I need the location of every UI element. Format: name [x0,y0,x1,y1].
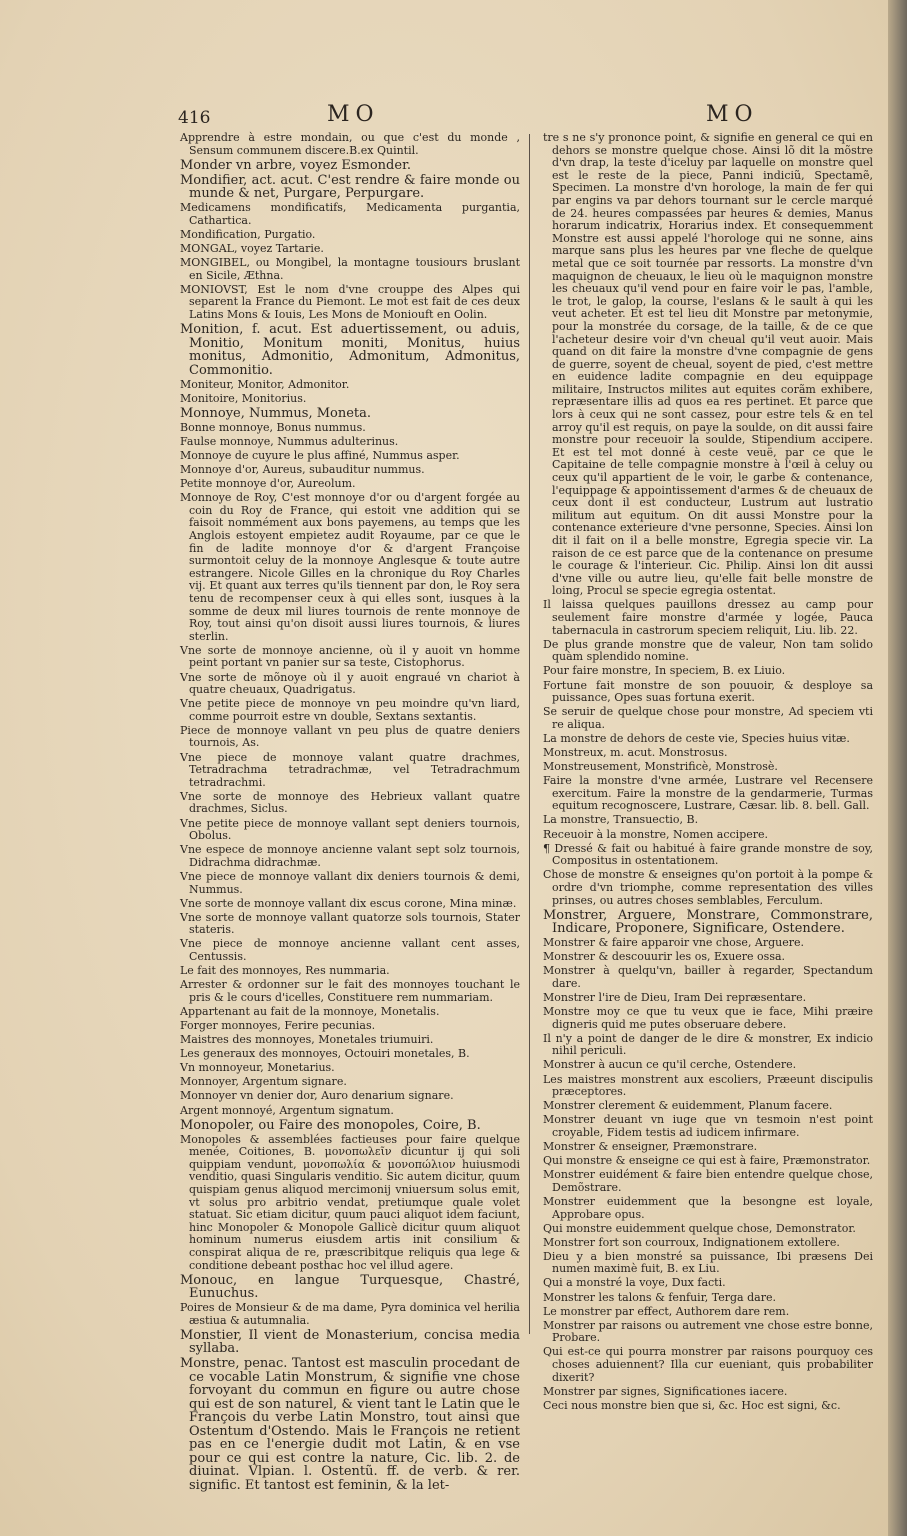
dictionary-entry: Monstreux, m. acut. Monstrosus. [543,746,728,759]
dictionary-entry: Faire la monstre d'vne armée, Lustrare vel Recensere exercitum. Faire la monstre de la gendarmerie, Turmas equitum recognoscere, Lustrare, Cæsar. lib. 8. bell. Gall. [543,774,873,813]
dictionary-entry: Maistres des monnoyes, Monetales triumuiri. [180,1033,434,1047]
dictionary-entry: Vn monnoyeur, Monetarius. [180,1061,335,1075]
right-column [543,132,873,1414]
dictionary-entry: tre s ne s'y prononce point, & signifie en general ce qui en dehors se monstre quelque chose. Ainsi lõ dit la mõstre d'vn drap, la teste d'iceluy par laquelle on monstre quel est le reste de la piece, Panni indiciũ, Spectamẽ, Specimen. La monstre d'vn horologe, la main de fer qui par engins va par dehors tournant sur le cercle marqué de 24. heures compassées par heures & demies, Manus horarum indicatrix, Horarius index. Et consequemment Monstre est aussi appelé l'horologe qui ne sonne, ains marque sans plus les heures par vne fleche de quelque metal que ce soit tournée par ressorts. La monstre d'vn maquignon de cheuaux, le lieu où le maquignon monstre les cheuaux qu'il vend pour en faire voir le pas, l'amble, le trot, le galop, la course, l'eslans & le sault à qui les veut acheter. Et est tel lieu dit Monstre par metonymie, pour la monstrée du corsage, de la taille, & de ce que l'acheteur desire voir d'vn cheual qu'il veut auoir. Mais quand on dit faire la monstre d'vne compagnie de gens de guerre, soyent de cheual, soyent de pied, c'est mettre en euidence ladite compagnie en deu equippage militaire, Instructos milites aut equites corãm exhibere, repræsentare illis ad quos ea res pertinet. Et parce que lors à ceux qui ne sont cassez, pour estre tels & en tel arroy qu'il est requis, on paye la soulde, on dit aussi faire monstre pour receuoir la soulde, Stipendium accipere. Et est tel mot donné à ceste veuë, par ce que le Capitaine de telle compagnie monstre à l'œil à celuy ou ceux qu'il appartient de le voir, le garbe & contenance, l'equippage & appointissement d'armes & de cheuaux de ceux dont il est conducteur, Lustrum aut lustratio militum aut equitum. On dit aussi Monstre pour la contenance exterieure d'vne personne, Species. Ainsi lon dit il fait on il a belle monstre, Egregia specie vir. La raison de ce est parce que de la contenance on presume le courage & l'interieur. Cic. Philip. Ainsi lon dit aussi d'vne ville ou autre lieu, qu'elle fait belle monstre de loing, Procul se specie egregia ostentat. [543,131,873,598]
dictionary-entry: Vne sorte de monnoye vallant quatorze sols tournois, Stater stateris. [180,910,520,937]
dictionary-entry: Faulse monnoye, Nummus adulterinus. [180,434,399,448]
dictionary-entry: Monstre moy ce que tu veux que ie face, Mihi præire digneris quid me putes obseruare debere. [543,1005,873,1031]
dictionary-entry: Vne petite piece de monnoye vallant sept deniers tournois, Obolus. [180,816,520,843]
dictionary-entry: Monstrer, Arguere, Monstrare, Commonstrare, Indicare, Proponere, Significare, Ostendere. [543,907,873,937]
dictionary-entry: Qui monstre & enseigne ce qui est à faire, Præmonstrator. [543,1154,871,1168]
dictionary-entry: Bonne monnoye, Bonus nummus. [180,420,366,434]
dictionary-entry: Monstrer & descouurir les os, Exuere ossa. [543,950,786,964]
dictionary-entry: Qui est-ce qui pourra monstrer par raisons pourquoy ces choses aduiennent? Illa cur eueniant, quis probabiliter dixerit? [543,1345,873,1384]
dictionary-entry: Petite monnoye d'or, Aureolum. [180,477,356,491]
dictionary-entry: MONGIBEL, ou Mongibel, la montagne tousiours bruslant en Sicile, Æthna. [180,256,520,282]
dictionary-entry: Vne piece de monnoye valant quatre drachmes, Tetradrachma tetradrachmæ, vel Tetradrachmum tetradrachmi. [180,750,520,789]
dictionary-entry: Monition, f. acut. Est aduertissement, ou aduis, Monitio, Monitum moniti, Monitus, huius monitus, Admonitio, Admonitum, Admonitus, Commonitio. [180,322,520,378]
dictionary-entry: Pour faire monstre, In speciem, B. ex Liuio. [543,664,786,678]
dictionary-entry: Monder vn arbre, voyez Esmonder. [180,157,411,173]
dictionary-entry: Vne petite piece de monnoye vn peu moindre qu'vn liard, comme pourroit estre vn double, Sextans sextantis. [180,697,520,723]
dictionary-entry: Monitoire, Monitorius. [180,391,307,405]
dictionary-entry: Monnoye, Nummus, Moneta. [180,405,372,421]
dictionary-entry: MONIOVST, Est le nom d'vne crouppe des Alpes qui separent la France du Piemont. Le mot est fait de ces deux Latins Mons & Iouis, Les Mons de Moniouft en Oolin. [180,282,520,321]
dictionary-entry: Piece de monnoye vallant vn peu plus de quatre deniers tournois, As. [180,723,520,750]
dictionary-entry: Qui monstre euidemment quelque chose, Demonstrator. [543,1221,856,1235]
dictionary-entry: Monnoyer vn denier dor, Auro denarium signare. [180,1089,454,1103]
dictionary-entry: Dieu y a bien monstré sa puissance, Ibi præsens Dei numen maximè fuit, B. ex Liu. [543,1249,873,1276]
dictionary-entry: ¶ Dressé & fait ou habitué à faire grande monstre de soy, Compositus in ostentationem. [543,841,873,868]
page-number: 416 [178,108,211,128]
dictionary-entry: De plus grande monstre que de valeur, Non tam solido quàm splendido nomine. [543,637,873,664]
dictionary-entry: Monopoler, ou Faire des monopoles, Coire, B. [180,1117,481,1133]
dictionary-entry: Moniteur, Monitor, Admonitor. [180,377,350,391]
dictionary-entry: Monstreusement, Monstrificè, Monstrosè. [543,760,778,774]
dictionary-entry: Le monstrer par effect, Authorem dare rem. [543,1304,790,1318]
dictionary-entry: La monstre, Transuectio, B. [543,813,699,827]
dictionary-entry: Monopoles & assemblées factieuses pour faire quelque menée, Coitiones, B. μονοπωλεῖν dicuntur ij qui soli quippiam vendunt, μονοπωλία & μονοπώλιον huiusmodi venditio, quasi Singularis venditio. Sic autem dicitur, quum quispiam genus aliquod mercimonij vniuersum solus emit, vt solus pro arbitrio vendat, pretiumque quale volet statuat. Sic etiam dicitur, quum pauci aliquot idem faciunt, hinc Monopoler & Monopole Gallicè dicitur quum aliquot hominum numerus eiusdem artis init consilium & conspirat aliqua de re, præscribitque reliquis qua lege & conditione debeant posthac hoc vel illud agere. [180,1132,520,1272]
dictionary-entry: Monstrer les talons & fenfuir, Terga dare. [543,1290,776,1304]
dictionary-entry: Monstrer à quelqu'vn, bailler à regarder, Spectandum dare. [543,964,873,990]
dictionary-entry: Monstier, Il vient de Monasterium, concisa media syllaba. [180,1327,520,1357]
dictionary-entry: Vne piece de monnoye vallant dix deniers tournois & demi, Nummus. [180,869,520,896]
dictionary-entry: Monnoyer, Argentum signare. [180,1075,347,1089]
column-divider [529,134,530,1334]
dictionary-entry: Monstre, penac. Tantost est masculin procedant de ce vocable Latin Monstrum, & signifie vne chose forvoyant du commun en figure ou autre chose qui est de son naturel, & vient tant le Latin que le François du verbe Latin Monstro, tout ainsi que Ostentum d'Ostendo. Mais le François ne retient pas en ce l'energie dudit mot Latin, & en vse pour ce qui est contre la nature, Cic. lib. 2. de diuinat. Vlpian. l. Ostentũ. ff. de verb. & rer. signific. Et tantost est feminin, & la let- [180,1356,520,1493]
page-edge [888,0,907,1536]
dictionary-entry: Vne sorte de monnoye des Hebrieux vallant quatre drachmes, Siclus. [180,789,520,816]
dictionary-entry: Monstrer euidément & faire bien entendre quelque chose, Demõstrare. [543,1168,873,1194]
dictionary-entry: Forger monnoyes, Ferire pecunias. [180,1018,376,1032]
dictionary-entry: Monstrer par raisons ou autrement vne chose estre bonne, Probare. [543,1318,873,1345]
dictionary-entry: Monstrer & faire apparoir vne chose, Arguere. [543,936,805,950]
left-column-heading: MO [327,102,380,127]
dictionary-entry: Monnoye de Roy, C'est monnoye d'or ou d'argent forgée au coin du Roy de France, qui estoit vne addition qui se faisoit nommément aux bons payemens, au temps que les Anglois estoyent empietez audit Royaume, par ce que le fin de ladite monnoye d'or & d'argent Françoise surmontoit celuy de la monnoye Anglesque & toute autre estrangere. Nicole Gilles en la chronique du Roy Charles vij. Et quant aux terres qu'ils tiennent par don, le Roy sera tenu de recompenser ceux à qui elles sont, iusques à la somme de deux mil liures tournois de rente monnoye de Roy, tout ainsi qu'on disoit aussi liures tournois, & liures sterlin. [180,491,520,643]
dictionary-entry: Monstrer à aucun ce qu'il cerche, Ostendere. [543,1058,797,1072]
dictionary-entry: Apprendre à estre mondain, ou que c'est du monde , Sensum communem discere.B.ex Quintil. [180,131,520,157]
dictionary-entry: Monnoye de cuyure le plus affiné, Nummus asper. [180,448,460,462]
dictionary-entry: Se seruir de quelque chose pour monstre, Ad speciem vti re aliqua. [543,705,873,731]
dictionary-entry: Vne espece de monnoye ancienne valant sept solz tournois, Didrachma didrachmæ. [180,843,520,869]
dictionary-entry: La monstre de dehors de ceste vie, Species huius vitæ. [543,731,850,745]
dictionary-entry: Monstrer & enseigner, Præmonstrare. [543,1140,758,1154]
dictionary-entry: Monstrer l'ire de Dieu, Iram Dei repræsentare. [543,991,807,1004]
dictionary-entry: Vne sorte de monnoye ancienne, où il y auoit vn homme peint portant vn panier sur sa teste, Cistophorus. [180,643,520,670]
dictionary-entry: Les generaux des monnoyes, Octouiri monetales, B. [180,1047,470,1061]
dictionary-entry: Il laissa quelques pauillons dressez au camp pour seulement faire monstre d'armée y logée, Pauca tabernacula in castrorum speciem reliquit, Liu. lib. 22. [543,598,873,637]
dictionary-entry: Mondifier, act. acut. C'est rendre & faire monde ou munde & net, Purgare, Perpurgare. [180,172,520,202]
dictionary-entry: Argent monnoyé, Argentum signatum. [180,1103,394,1117]
dictionary-entry: Fortune fait monstre de son pouuoir, & desployе sa puissance, Opes suas fortuna exerit. [543,678,873,705]
dictionary-entry: Les maistres monstrent aux escoliers, Præeunt discipulis præceptores. [543,1072,873,1099]
dictionary-entry: Vne piece de monnoye ancienne vallant cent asses, Centussis. [180,937,520,963]
dictionary-entry: Chose de monstre & enseignes qu'on portoit à la pompe & ordre d'vn triomphe, comme representation des villes prinses, ou autres choses semblables, Ferculum. [543,868,873,907]
dictionary-entry: Vne sorte de mõnoye où il y auoit engraué vn chariot à quatre cheuaux, Quadrigatus. [180,670,520,697]
dictionary-entry: Qui a monstré la voye, Dux facti. [543,1276,726,1290]
running-header [0,100,888,130]
dictionary-entry: MONGAL, voyez Tartarie. [180,241,324,255]
right-column-heading: MO [706,102,759,127]
dictionary-entry: Monouc, en langue Turquesque, Chastré, Eunuchus. [180,1272,520,1302]
dictionary-entry: Le fait des monnoyes, Res nummaria. [180,964,390,978]
dictionary-entry: Mondification, Purgatio. [180,227,316,241]
dictionary-entry: Monstrer fort son courroux, Indignationem extollere. [543,1235,840,1249]
dictionary-entry: Il n'y a point de danger de le dire & monstrer, Ex indicio nihil periculi. [543,1031,873,1058]
dictionary-entry: Vne sorte de monnoye vallant dix escus corone, Mina minæ. [180,896,517,910]
dictionary-entry: Medicamens mondificatifs, Medicamenta purgantia, Cathartica. [180,201,520,227]
dictionary-entry: Monstrer euidemment que la besongne est loyale, Approbare opus. [543,1194,873,1221]
dictionary-entry: Arrester & ordonner sur le fait des monnoyes touchant le pris & le cours d'icelles, Constituere rem nummariam. [180,978,520,1004]
dictionary-entry: Monstrer par signes, Significationes iacere. [543,1384,788,1398]
dictionary-entry: Monnoye d'or, Aureus, subauditur nummus. [180,463,425,476]
dictionary-entry: Monstrer clerement & euidemment, Planum facere. [543,1099,833,1113]
dictionary-entry: Receuoir à la monstre, Nomen accipere. [543,827,769,841]
left-column [180,132,520,1494]
dictionary-entry: Ceci nous monstre bien que si, &c. Hoc est signi, &c. [543,1398,841,1412]
dictionary-entry: Appartenant au fait de la monnoye, Monetalis. [180,1004,440,1018]
dictionary-entry: Poires de Monsieur & de ma dame, Pyra dominica vel herilia æstiua & autumnalia. [180,1301,520,1327]
dictionary-entry: Monstrer deuant vn iuge que vn tesmoin n'est point croyable, Fidem testis ad iudicem infirmare. [543,1113,873,1139]
